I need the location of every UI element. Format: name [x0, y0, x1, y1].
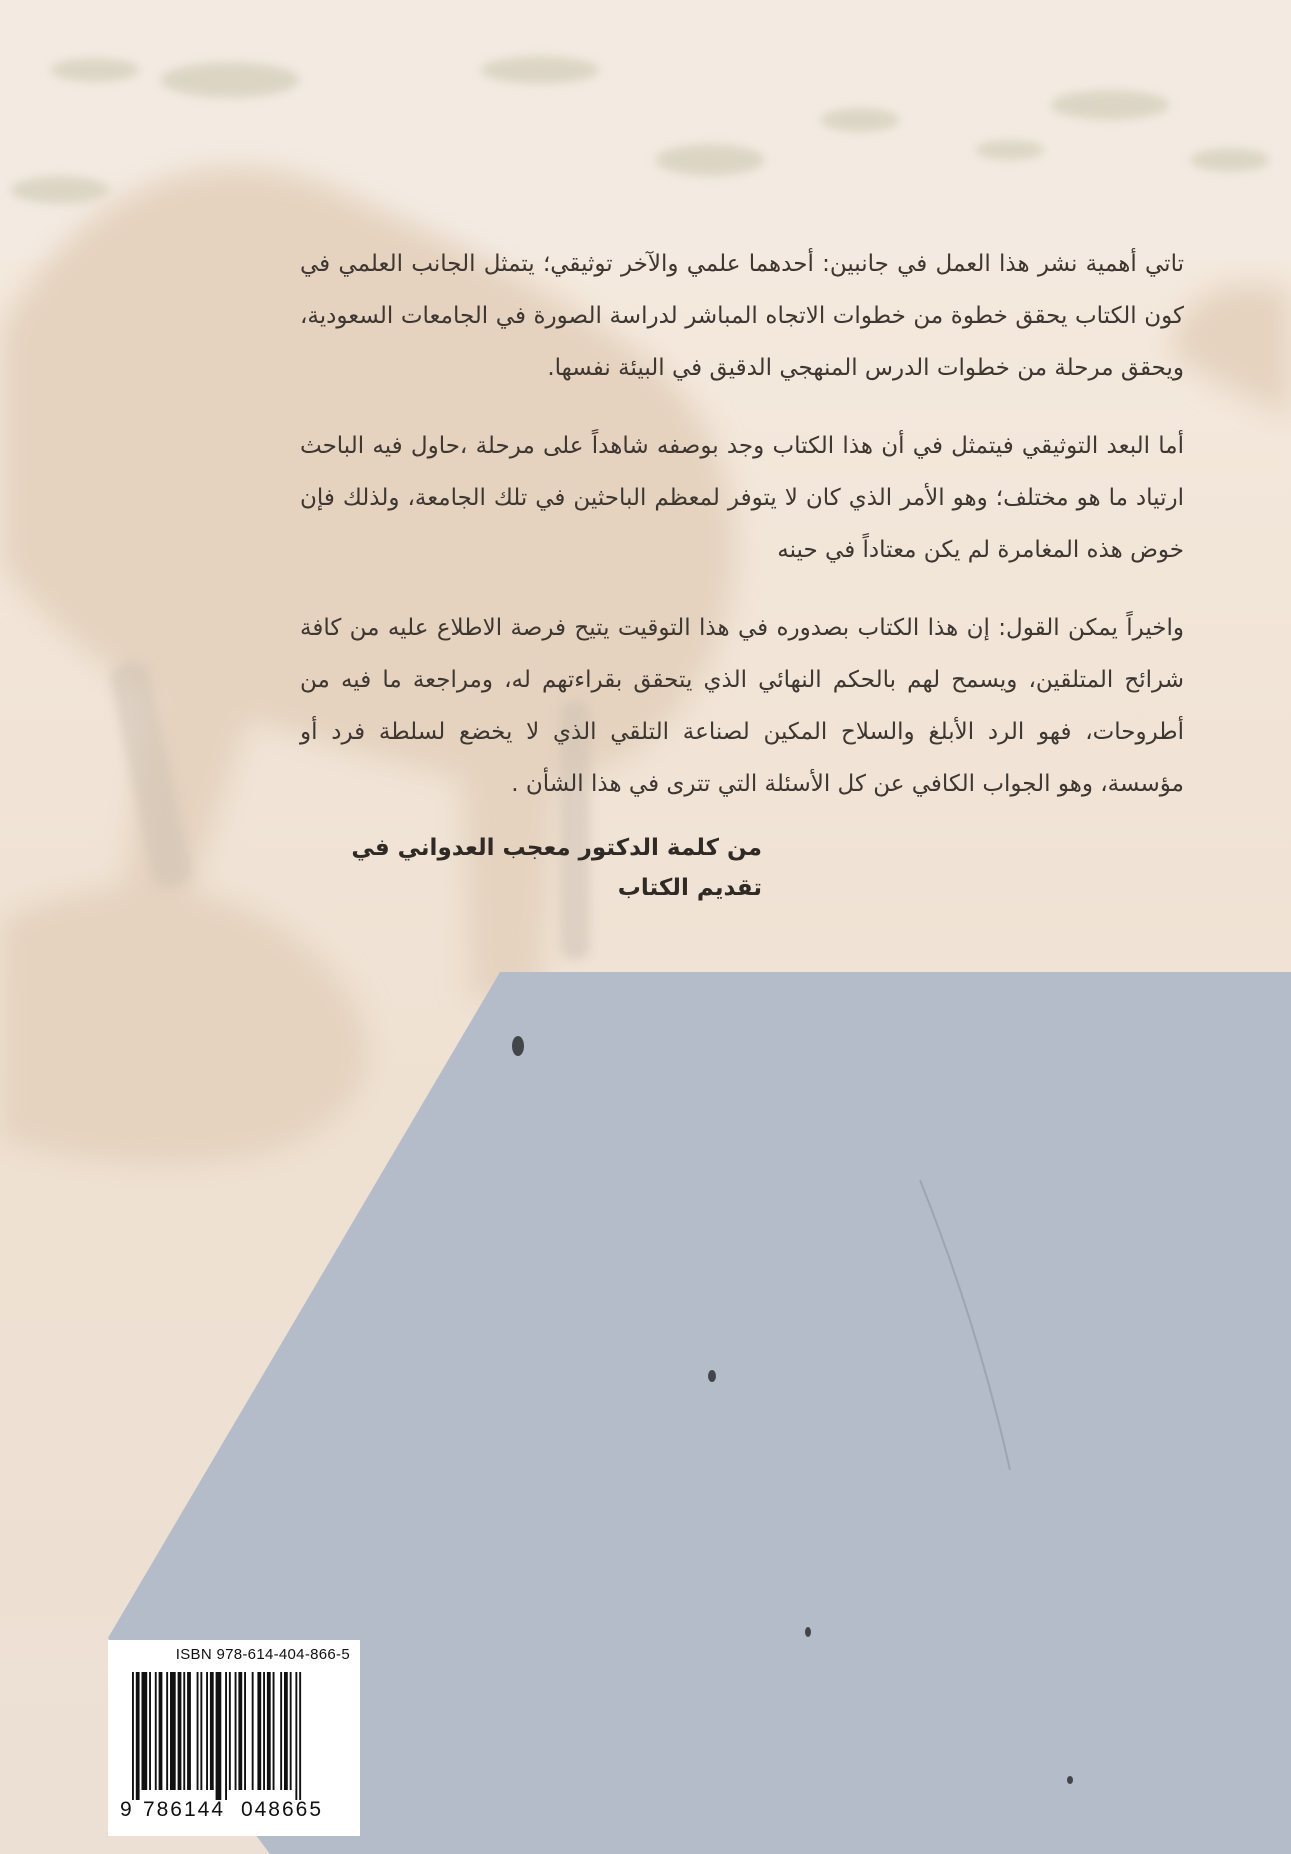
isbn-barcode [108, 1640, 360, 1836]
barcode-bar [267, 1672, 271, 1790]
barcode-bar [159, 1672, 163, 1790]
barcode-bar [136, 1672, 140, 1800]
barcode-bar [257, 1672, 261, 1790]
barcode-bar [216, 1672, 222, 1800]
paragraph: تاتي أهمية نشر هذا العمل في جانبين: أحدهما علمي والآخر توثيقي؛ يتمثل الجانب العلمي في كون الكتاب يحقق خطوة من خطوات الاتجاه المباشر لدراسة الصورة في الجامعات السعودية، ويحقق مرحلة من خطوات الدرس المنهجي الدقيق في البيئة نفسها. [300, 251, 1184, 381]
barcode-digit-lead: 9 [120, 1798, 134, 1821]
barcode-bar [295, 1672, 297, 1800]
paragraph: واخيراً يمكن القول: إن هذا الكتاب بصدوره في هذا التوقيت يتيح فرصة الاطلاع عليه من كافة شرائح المتلقين، ويسمح لهم بالحكم النهائي الذي يتحقق بقراءتهم له، ومراجعة ما فيه من أطروحات، فهو الرد الأبلغ والسلاح المكين لصناعة التلقي الذي لا يخضع لسلطة فرد أو مؤسسة، وهو الجواب الكافي عن كل الأسئلة التي تترى في هذا الشأن . [300, 615, 1184, 797]
barcode-bar [187, 1672, 191, 1790]
barcode-bar [299, 1672, 301, 1800]
barcode-bar [200, 1672, 202, 1790]
barcode-bar [280, 1672, 282, 1790]
barcode-bar [142, 1672, 148, 1790]
barcode-bar [155, 1672, 157, 1790]
barcode-digits-left: 786144 [142, 1798, 226, 1821]
barcode-bar [252, 1672, 254, 1790]
isbn-label: ISBN 978-614-404-866-5 [175, 1646, 350, 1663]
barcode-bar [229, 1672, 231, 1790]
barcode-bar [284, 1672, 288, 1790]
barcode-bar [170, 1672, 176, 1790]
paragraph: أما البعد التوثيقي فيتمثل في أن هذا الكتاب وجد بوصفه شاهداً على مرحلة ،حاول فيه الباحث ارتياد ما هو مختلف؛ وهو الأمر الذي كان لا يتوفر لمعظم الباحثين في تلك الجامعة، ولذلك فإن خوض هذه المغامرة لم يكن معتاداً في حينه [300, 433, 1184, 563]
barcode-bar [273, 1672, 275, 1790]
barcode-image [118, 1670, 350, 1830]
barcode-bar [149, 1672, 151, 1790]
barcode-bar [210, 1672, 214, 1790]
barcode-bar [132, 1672, 134, 1800]
barcode-bar [235, 1672, 237, 1790]
barcode-bar [238, 1672, 242, 1790]
barcode-bar [244, 1672, 246, 1790]
barcode-bar [225, 1672, 227, 1800]
quote-attribution: من كلمة الدكتور معجب العدواني في تقديم الكتاب [351, 835, 762, 901]
barcode-bar [263, 1672, 265, 1790]
barcode-bar [197, 1672, 199, 1790]
barcode-digits-right: 048665 [240, 1798, 324, 1821]
barcode-bar [290, 1672, 292, 1790]
blurb-text [300, 238, 1184, 836]
barcode-bar [206, 1672, 208, 1790]
barcode-bar [166, 1672, 168, 1790]
barcode-bar [183, 1672, 185, 1790]
barcode-bar [178, 1672, 182, 1790]
